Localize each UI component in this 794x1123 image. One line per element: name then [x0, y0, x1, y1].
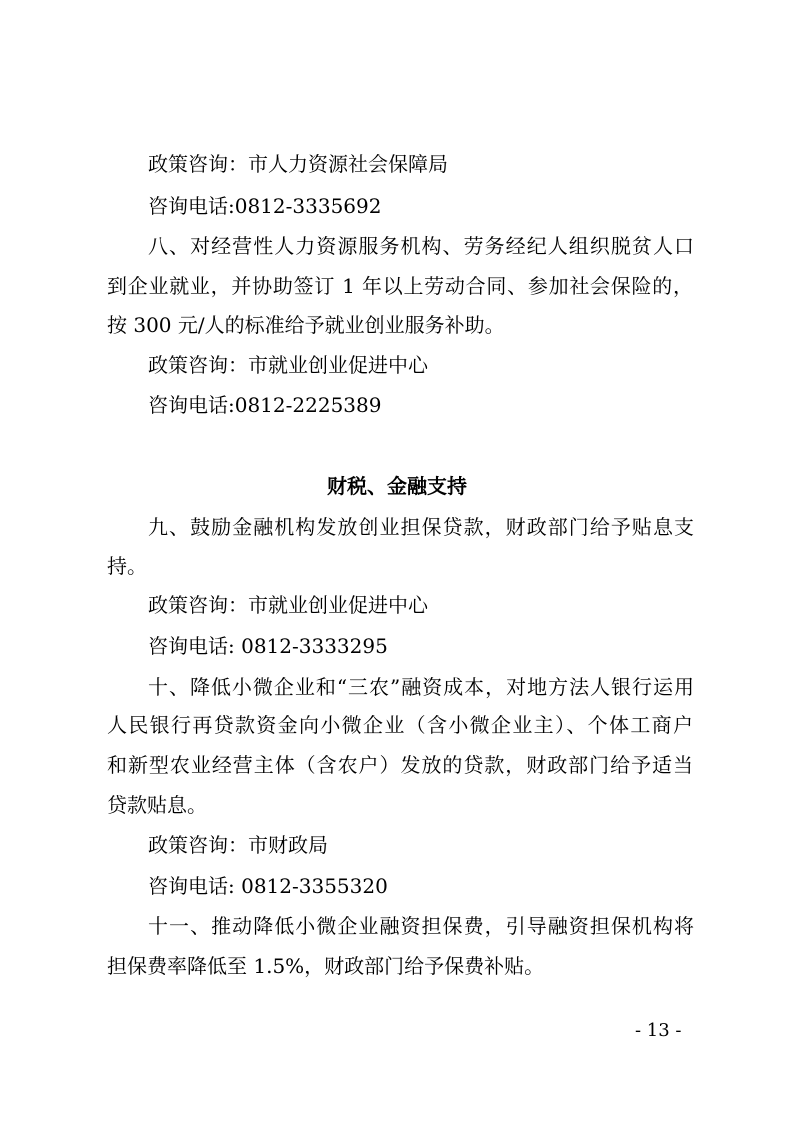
policy-consult-employment-center-2: 政策咨询：市就业创业促进中心	[148, 593, 428, 617]
consult-phone-hrss: 咨询电话:0812-3335692	[148, 194, 382, 218]
item-10-line-3: 和新型农业经营主体（含农户）发放的贷款，财政部门给予适当	[107, 753, 693, 777]
policy-consult-hrss: 政策咨询：市人力资源社会保障局	[148, 152, 448, 176]
page-number: - 13 -	[635, 1020, 682, 1041]
section-heading-finance: 财税、金融支持	[327, 474, 467, 498]
policy-consult-finance-bureau: 政策咨询：市财政局	[148, 833, 328, 857]
policy-consult-employment-center: 政策咨询：市就业创业促进中心	[148, 353, 428, 377]
item-8-line-2: 到企业就业，并协助签订 1 年以上劳动合同、参加社会保险的，	[107, 274, 693, 298]
item-11-line-1: 十一、推动降低小微企业融资担保费，引导融资担保机构将	[148, 914, 694, 938]
consult-phone-employment-center: 咨询电话:0812-2225389	[148, 393, 382, 417]
item-8-line-3: 按 300 元/人的标准给予就业创业服务补助。	[107, 313, 505, 337]
item-9-line-1: 九、鼓励金融机构发放创业担保贷款，财政部门给予贴息支	[148, 515, 694, 539]
item-10-line-4: 贷款贴息。	[107, 793, 207, 817]
item-8-line-1: 八、对经营性人力资源服务机构、劳务经纪人组织脱贫人口	[148, 234, 694, 258]
item-10-line-1: 十、降低小微企业和“三农”融资成本，对地方法人银行运用	[148, 675, 694, 699]
item-11-line-2: 担保费率降低至 1.5%，财政部门给予保费补贴。	[107, 954, 545, 978]
item-9-line-2: 持。	[107, 554, 147, 578]
consult-phone-employment-center-2: 咨询电话: 0812-3333295	[148, 634, 388, 658]
item-10-line-2: 人民银行再贷款资金向小微企业（含小微企业主）、个体工商户	[107, 713, 693, 737]
consult-phone-finance-bureau: 咨询电话: 0812-3355320	[148, 874, 388, 898]
